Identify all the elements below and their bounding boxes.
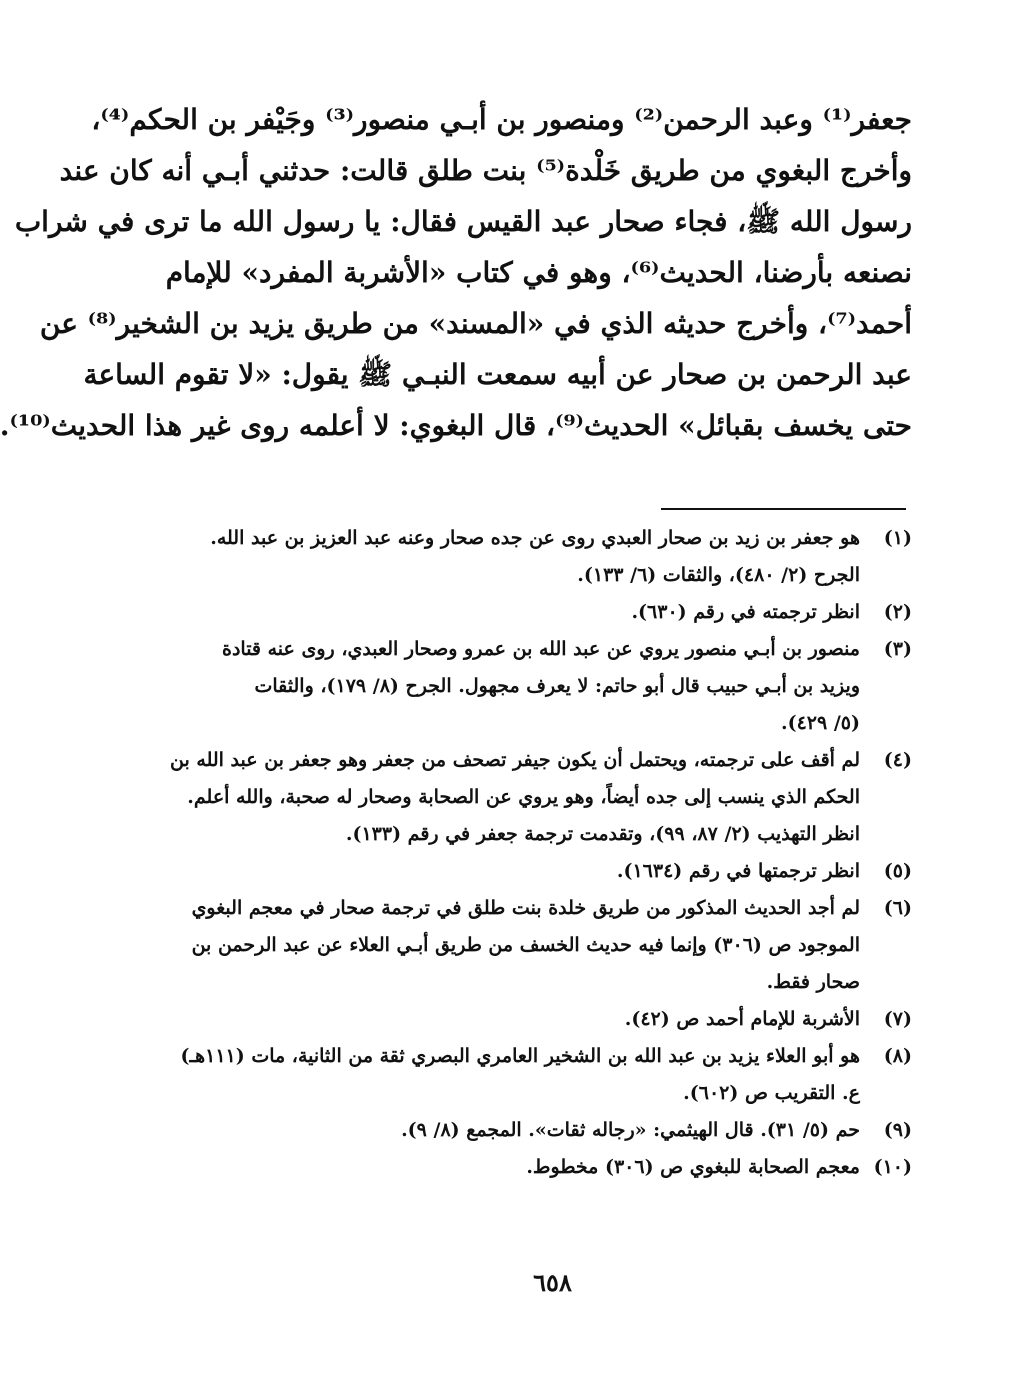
footnote-line: حم (٥/ ٣١). قال الهيثمي: «رجاله ثقات». المجمع (٨/ ٩). [401, 1119, 860, 1141]
main-text-line: رسول الله ﷺ، فجاء صحار عبد القيس فقال: يا رسول الله ما ترى في شراب [14, 205, 912, 238]
footnote-3 [152, 631, 912, 742]
footnotes-section [152, 520, 912, 1186]
main-text-line: نصنعه بأرضنا، الحديث⁽⁶⁾، وهو في كتاب «الأشربة المفرد» للإمام [165, 256, 912, 289]
footnote-line: الموجود ص (٣٠٦) وإنما فيه حديث الخسف من طريق أبـي العلاء عن عبد الرحمن بن [191, 934, 860, 956]
main-text-line: أحمد⁽⁷⁾، وأخرج حديثه الذي في «المسند» من طريق يزيد بن الشخير⁽⁸⁾ عن [39, 307, 912, 340]
footnote-1 [152, 520, 912, 594]
footnote-line: الحكم الذي ينسب إلى جده أيضاً، وهو يروي عن الصحابة وصحار له صحبة، والله أعلم. [187, 786, 860, 808]
footnote-line: لم أقف على ترجمته، ويحتمل أن يكون جيفر تصحف من جعفر وهو جعفر بن عبد الله بن [170, 749, 860, 771]
footnote-number: (١) [883, 527, 912, 549]
footnote-5 [152, 853, 912, 890]
footnote-number: (٣) [883, 638, 912, 660]
footnote-line: انظر ترجمته في رقم (٦٣٠). [631, 601, 860, 623]
footnote-number: (١٠) [873, 1156, 912, 1178]
main-text-line: حتى يخسف بقبائل» الحديث⁽⁹⁾، قال البغوي: لا أعلمه روى غير هذا الحديث⁽¹⁰⁾. [0, 409, 912, 442]
footnote-number: (٧) [883, 1008, 912, 1030]
footnote-line: الجرح (٢/ ٤٨٠)، والثقات (٦/ ١٣٣). [577, 564, 860, 586]
footnote-7 [152, 1001, 912, 1038]
footnote-line: منصور بن أبـي منصور يروي عن عبد الله بن عمرو وصحار العبدي، روى عنه قتادة [221, 638, 860, 660]
footnote-number: (٨) [883, 1045, 912, 1067]
footnote-8 [152, 1038, 912, 1112]
footnote-9 [152, 1112, 912, 1149]
footnote-4 [152, 742, 912, 853]
main-text-line: جعفر⁽¹⁾ وعبد الرحمن⁽²⁾ ومنصور بن أبـي منصور⁽³⁾ وجَيْفر بن الحكم⁽⁴⁾، [91, 103, 912, 136]
footnote-number: (٦) [883, 897, 912, 919]
footnote-line: ع. التقريب ص (٦٠٢). [683, 1082, 860, 1104]
footnote-number: (٥) [883, 860, 912, 882]
footnote-line: انظر التهذيب (٢/ ٨٧، ٩٩)، وتقدمت ترجمة جعفر في رقم (١٣٣). [345, 823, 860, 845]
page-number: ٦٥٨ [533, 1268, 572, 1297]
footnote-line: ويزيد بن أبـي حبيب قال أبو حاتم: لا يعرف مجهول. الجرح (٨/ ١٧٩)، والثقات [254, 675, 860, 697]
footnote-line: هو جعفر بن زيد بن صحار العبدي روى عن جده صحار وعنه عبد العزيز بن عبد الله. [210, 527, 860, 549]
footnote-line: معجم الصحابة للبغوي ص (٣٠٦) مخطوط. [526, 1156, 860, 1178]
footnote-2 [152, 594, 912, 631]
footnote-line: الأشربة للإمام أحمد ص (٤٢). [624, 1008, 860, 1030]
footnote-6 [152, 890, 912, 1001]
footnote-line: هو أبو العلاء يزيد بن عبد الله بن الشخير العامري البصري ثقة من الثانية، مات (١١١هـ) [180, 1045, 860, 1067]
footnote-line: انظر ترجمتها في رقم (١٦٣٤). [616, 860, 860, 882]
footnote-line: صحار فقط. [766, 971, 860, 993]
footnote-number: (٤) [883, 749, 912, 771]
main-text-block [0, 94, 912, 451]
footnote-10 [152, 1149, 912, 1186]
main-text-line: عبد الرحمن بن صحار عن أبيه سمعت النبـي ﷺ يقول: «لا تقوم الساعة [83, 358, 912, 391]
main-text-line: وأخرج البغوي من طريق خَلْدة⁽⁵⁾ بنت طلق قالت: حدثني أبـي أنه كان عند [59, 154, 912, 187]
footnote-line: (٥/ ٤٢٩). [780, 712, 860, 734]
footnote-separator [661, 508, 906, 510]
footnote-number: (٢) [883, 601, 912, 623]
footnote-line: لم أجد الحديث المذكور من طريق خلدة بنت طلق في ترجمة صحار في معجم البغوي [191, 897, 860, 919]
footnote-number: (٩) [883, 1119, 912, 1141]
